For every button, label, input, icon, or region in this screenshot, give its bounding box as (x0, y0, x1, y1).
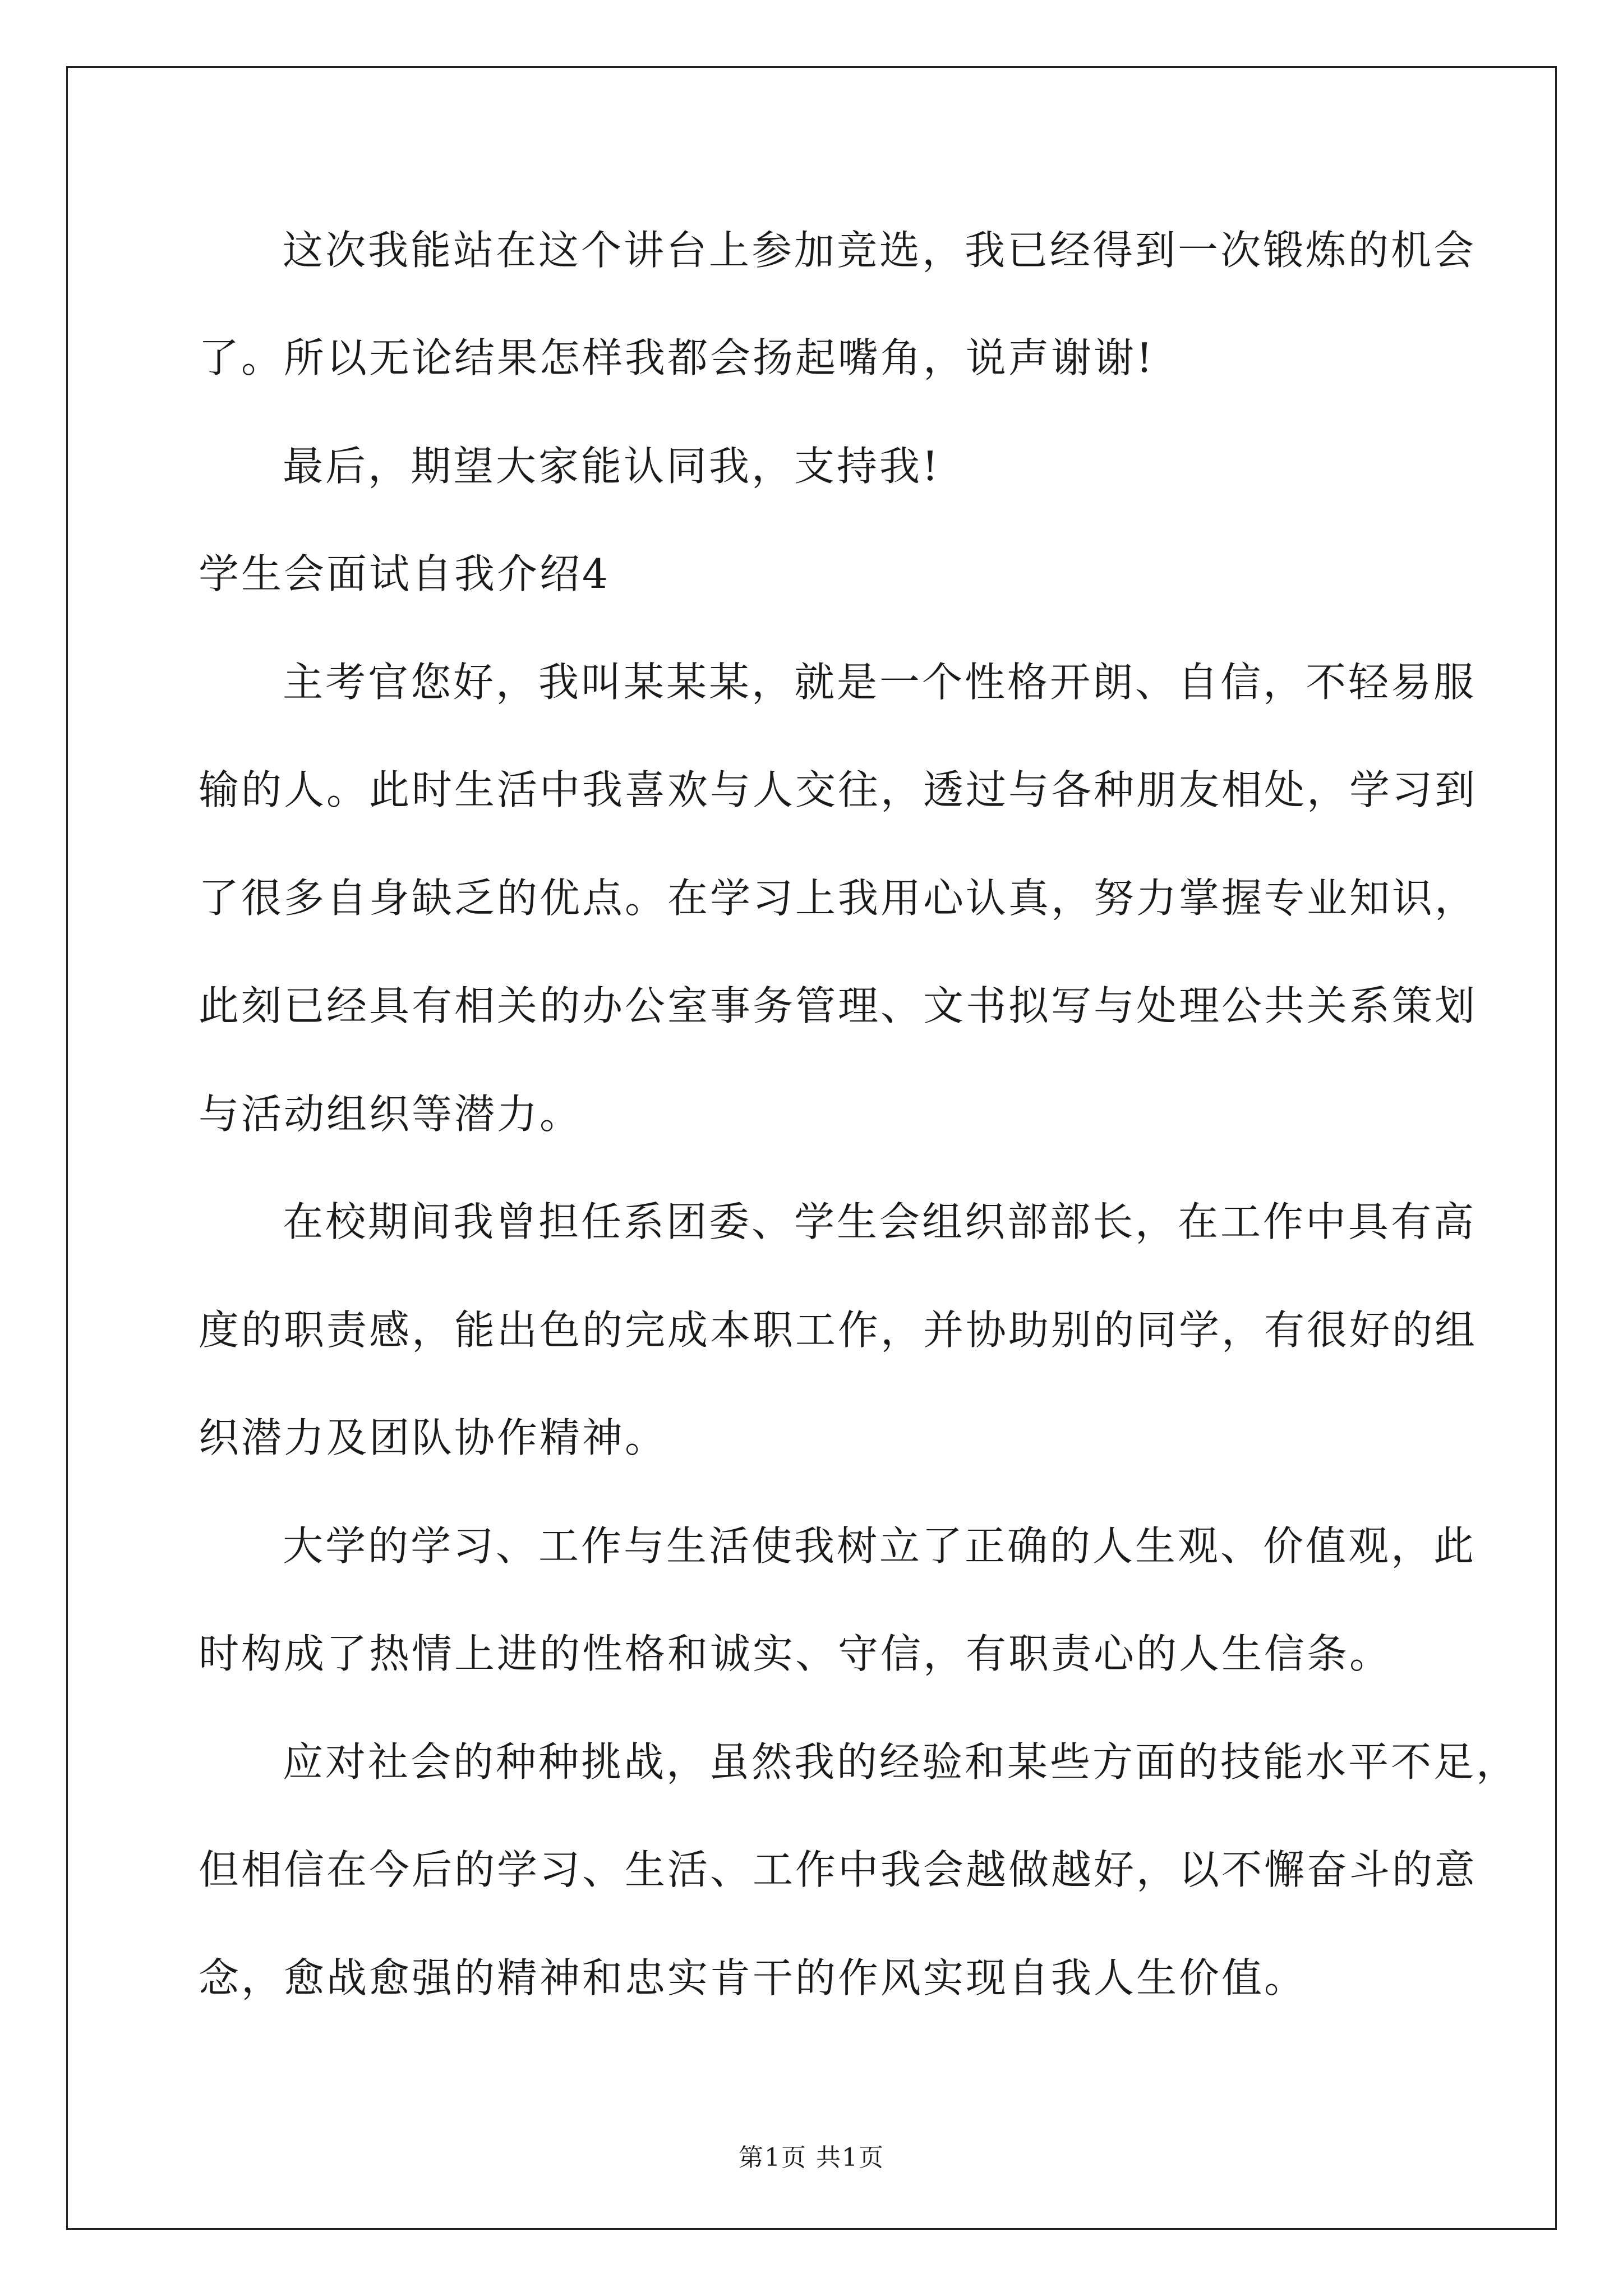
paragraph-line: 主考官您好，我叫某某某，就是一个性格开朗、自信，不轻易服 (283, 659, 1477, 706)
paragraph-line: 这次我能站在这个讲台上参加竞选，我已经得到一次锻炼的机会 (283, 227, 1477, 274)
paragraph-line: 念，愈战愈强的精神和忠实肯干的作风实现自我人生价值。 (199, 1954, 1307, 2001)
paragraph-line: 织潜力及团队协作精神。 (199, 1414, 668, 1461)
paragraph-line: 了。所以无论结果怎样我都会扬起嘴角，说声谢谢! (199, 334, 1155, 381)
page-number-footer: 第1页 共1页 (739, 2143, 884, 2172)
paragraph-line: 最后，期望大家能认同我，支持我! (283, 443, 940, 490)
page-border (66, 66, 1557, 2230)
paragraph-line: 应对社会的种种挑战，虽然我的经验和某些方面的技能水平不足， (283, 1738, 1519, 1786)
paragraph-line: 此刻已经具有相关的办公室事务管理、文书拟写与处理公共关系策划 (199, 982, 1478, 1029)
paragraph-line: 输的人。此时生活中我喜欢与人交往，透过与各种朋友相处，学习到 (199, 766, 1478, 813)
paragraph-line: 与活动组织等潜力。 (199, 1091, 583, 1138)
paragraph-line: 在校期间我曾担任系团委、学生会组织部部长，在工作中具有高 (283, 1198, 1477, 1245)
paragraph-line: 大学的学习、工作与生活使我树立了正确的人生观、价值观，此 (283, 1522, 1477, 1570)
paragraph-line: 度的职责感，能出色的完成本职工作，并协助别的同学，有很好的组 (199, 1306, 1478, 1354)
paragraph-line: 但相信在今后的学习、生活、工作中我会越做越好，以不懈奋斗的意 (199, 1846, 1478, 1893)
section-heading: 学生会面试自我介绍4 (199, 550, 610, 597)
paragraph-line: 了很多自身缺乏的优点。在学习上我用心认真，努力掌握专业知识， (199, 875, 1478, 922)
paragraph-line: 时构成了热情上进的性格和诚实、守信，有职责心的人生信条。 (199, 1630, 1393, 1677)
